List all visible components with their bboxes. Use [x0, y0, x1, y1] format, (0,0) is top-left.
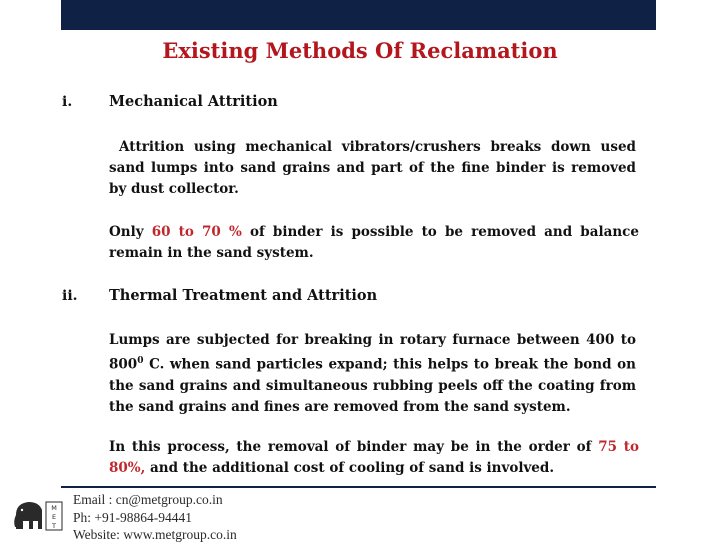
footer-divider	[61, 486, 656, 488]
paragraph-text: Lumps are subjected for breaking in rotary furnace between 400 to 800	[109, 332, 636, 373]
paragraph-text: of binder is possible to be removed and balance remain in the sand system.	[109, 224, 639, 261]
paragraph-text: and the additional cost of cooling of sand is involved.	[145, 460, 555, 476]
footer-website[interactable]: Website: www.metgroup.co.in	[73, 527, 237, 542]
footer-phone: Ph: +91-98864-94441	[73, 510, 192, 525]
section-heading: Mechanical Attrition	[109, 93, 278, 110]
section-heading: Thermal Treatment and Attrition	[109, 287, 378, 304]
logo-letter: T	[52, 522, 56, 530]
top-banner-bar	[61, 0, 656, 30]
section-paragraph	[109, 437, 639, 479]
footer-email[interactable]: Email : cn@metgroup.co.in	[73, 492, 223, 507]
section-paragraph	[109, 330, 636, 418]
logo-letter: M	[51, 504, 57, 512]
section-numeral: i.	[62, 94, 73, 110]
logo-letter: E	[51, 513, 57, 521]
section-paragraph	[109, 222, 639, 264]
highlight-value: 60 to 70 %	[151, 224, 242, 240]
section-numeral: ii.	[62, 288, 78, 304]
paragraph-text: In this process, the removal of binder may be in the order of	[109, 439, 599, 455]
paragraph-text: C. when sand particles expand; this helps to break the bond on the sand grains and simultaneous rubbing peels off the coating from the sand grains and fines are removed from the sand system.	[109, 356, 636, 415]
slide-title: Existing Methods Of Reclamation	[162, 38, 558, 63]
superscript: 0	[137, 356, 144, 366]
elephant-logo-icon	[13, 497, 69, 535]
paragraph-text: Only	[109, 224, 152, 240]
highlight-value: 75 to 80%,	[109, 439, 639, 476]
section-paragraph: Attrition using mechanical vibrators/crushers breaks down used sand lumps into sand grains and part of the fine binder is removed by dust collector.	[109, 139, 636, 197]
